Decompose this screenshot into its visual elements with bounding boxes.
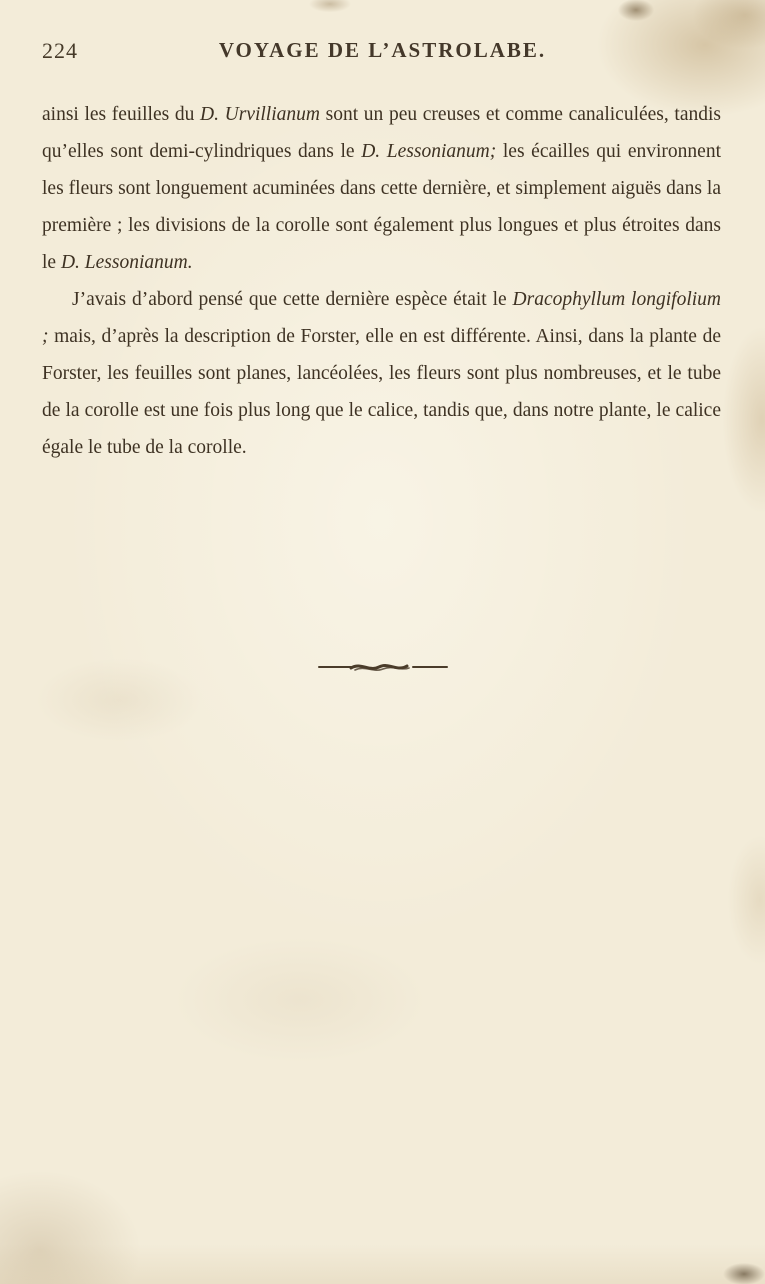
page-number: 224 — [42, 38, 78, 63]
paragraph-2 — [42, 281, 721, 466]
species-name: D. Lessonianum; — [361, 141, 497, 162]
printer-rule-ornament-icon — [317, 659, 449, 675]
text-run: ainsi les feuilles du — [42, 104, 201, 125]
species-name: D. Urvillianum — [200, 104, 320, 125]
text-run: J’avais d’abord pensé que cette dernière espèce était le — [72, 289, 513, 310]
page-header — [0, 38, 765, 72]
species-name: D. Lessonianum. — [60, 252, 193, 273]
section-divider-ornament — [0, 658, 765, 676]
running-title: VOYAGE DE L’ASTROLABE. — [218, 38, 547, 62]
species-name: Dracophyllum longifolium ; — [42, 289, 721, 347]
page-text — [42, 96, 721, 466]
text-run: mais, d’après la description de Forster, elle en est différente. Ainsi, dans la plante de Forster, les feuilles sont planes, lancéolées, les fleurs sont plus nombreuses, et le tube de la corolle est une fois plus long que le calice, tandis que, dans notre plante, le calice égale le tube de la corolle. — [42, 326, 721, 458]
text-run: sont un peu creuses et comme canaliculées, tandis qu’elles sont demi-cylindriques dans le — [42, 104, 721, 162]
paragraph-1 — [42, 96, 721, 281]
text-run: les écailles qui environnent les fleurs sont longuement acuminées dans cette dernière, et simplement aiguës dans la première ; les divisions de la corolle sont également plus longues et plus étroites dans le — [42, 141, 721, 273]
